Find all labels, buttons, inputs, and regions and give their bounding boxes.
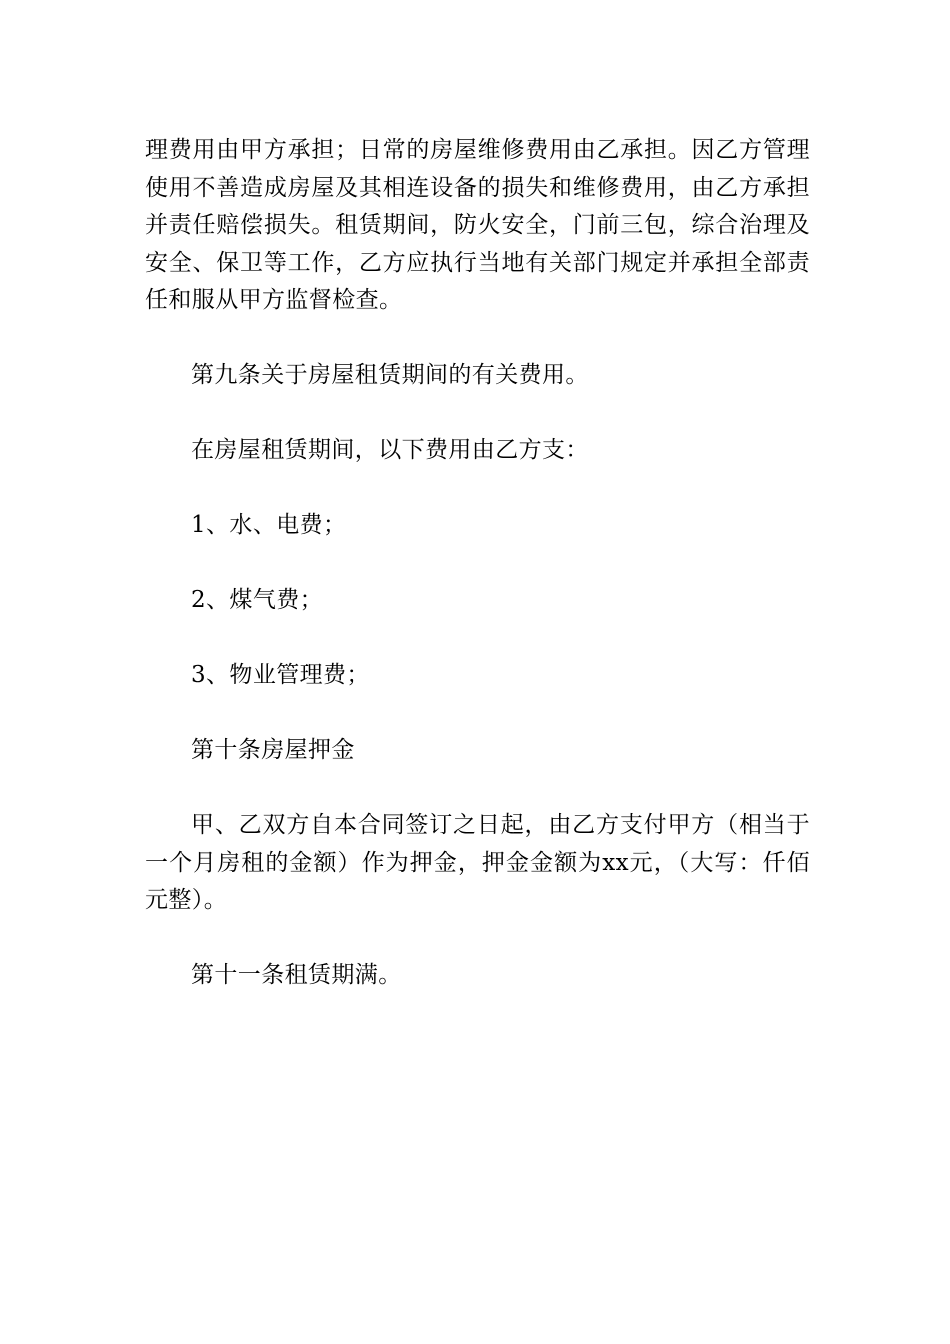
list-item-property-management: 3、物业管理费； [191,662,370,688]
list-item-gas: 2、煤气费； [191,587,324,613]
paragraph-fees-intro: 在房屋租赁期间，以下费用由乙方支： [191,437,589,463]
document-body [145,132,810,1032]
paragraph-article-11-heading: 第十一条租赁期满。 [191,962,402,988]
list-item-water-electricity: 1、水、电费； [191,512,347,538]
paragraph-deposit-terms: 甲、乙双方自本合同签订之日起，由乙方支付甲方（相当于一个月房租的金额）作为押金，押金金额为xx元，（大写：仟佰元整）。 [145,812,810,913]
paragraph-lease-responsibilities: 理费用由甲方承担；日常的房屋维修费用由乙承担。因乙方管理使用不善造成房屋及其相连设备的损失和维修费用，由乙方承担并责任赔偿损失。租赁期间，防火安全，门前三包，综合治理及安全、保卫等工作，乙方应执行当地有关部门规定并承担全部责任和服从甲方监督检查。 [145,137,810,313]
paragraph-article-9-heading: 第九条关于房屋租赁期间的有关费用。 [191,362,589,388]
paragraph-article-10-heading: 第十条房屋押金 [191,737,355,763]
